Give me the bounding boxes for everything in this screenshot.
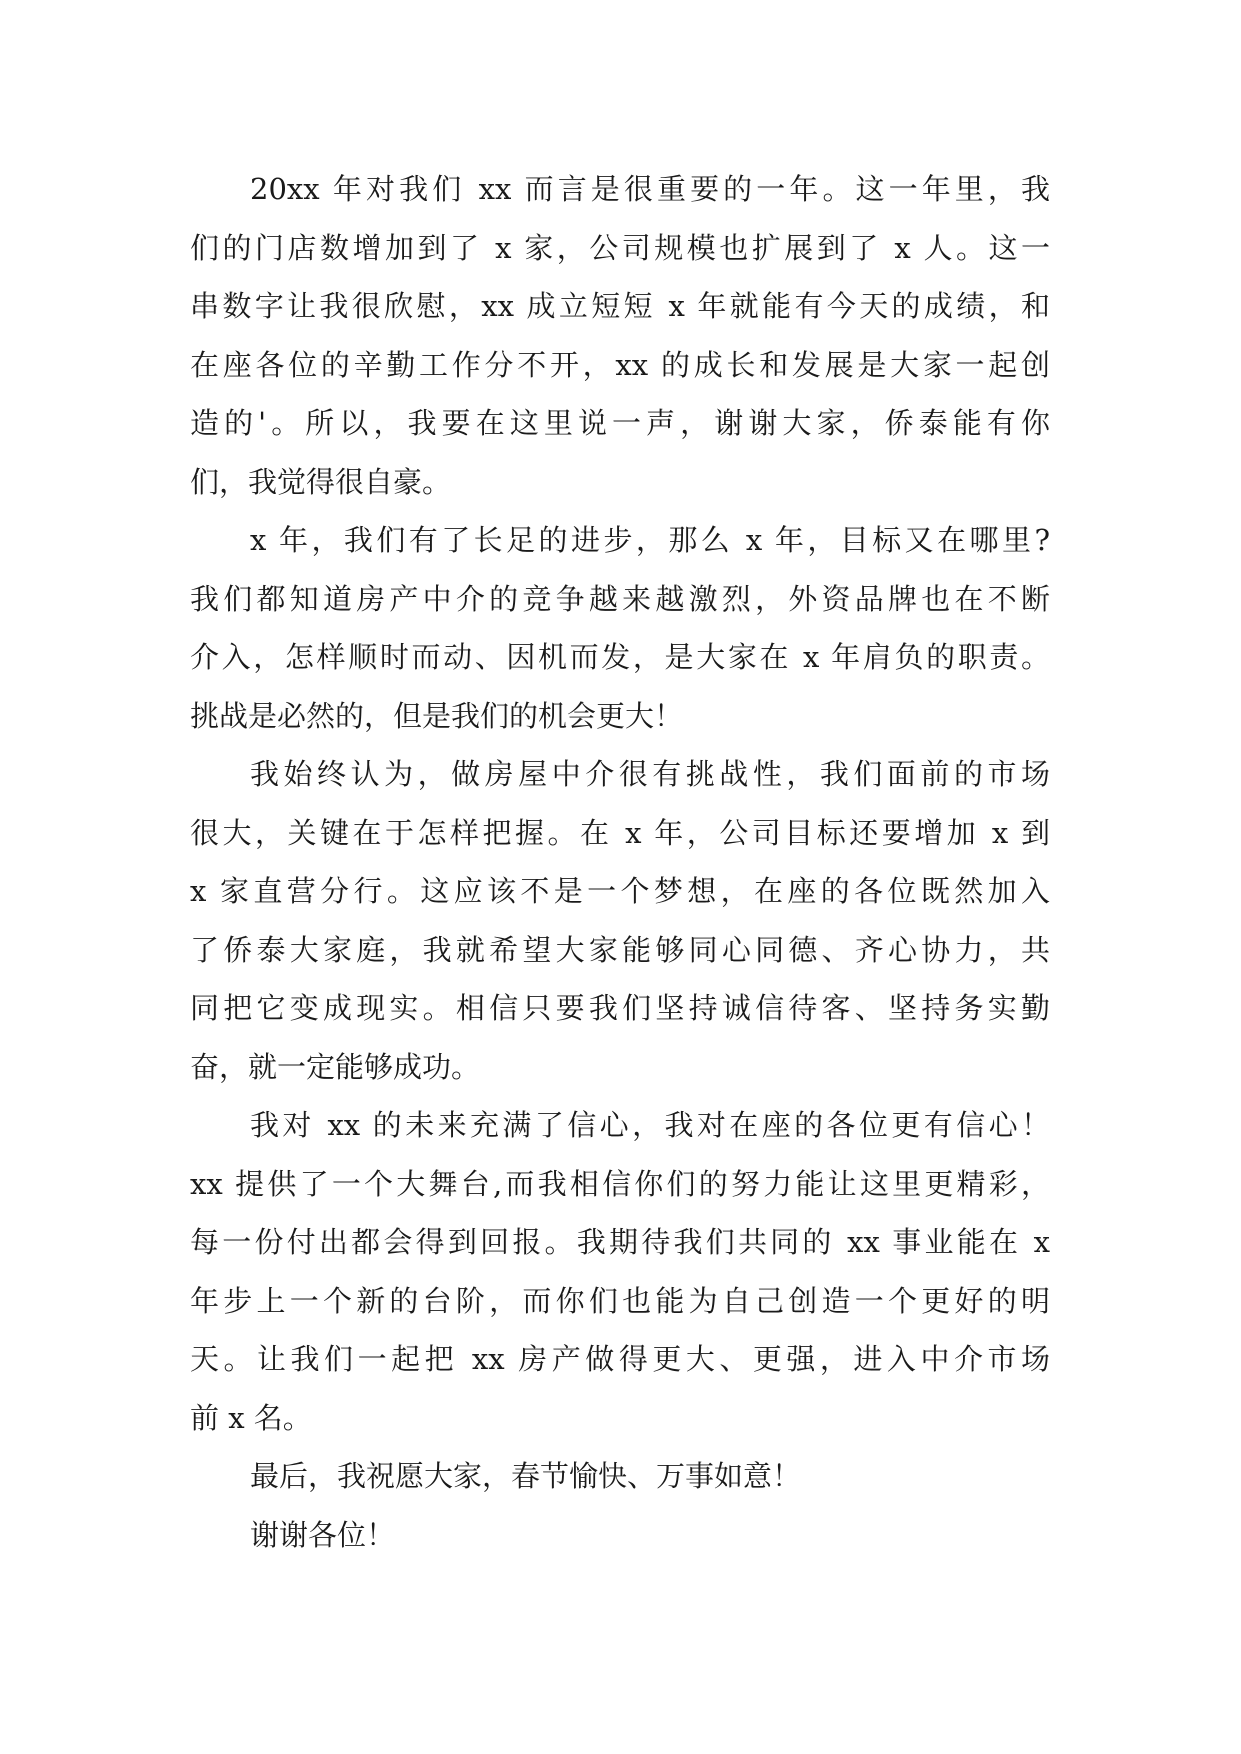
paragraph-wishes	[190, 1447, 1050, 1506]
paragraph-line: 每一份付出都会得到回报。我期待我们共同的 xx 事业能在 x	[190, 1225, 1050, 1259]
paragraph-line: 谢谢各位！	[250, 1517, 396, 1552]
paragraph-line: 造的'。所以，我要在这里说一声，谢谢大家，侨泰能有你	[190, 406, 1050, 440]
paragraph-line: x 家直营分行。这应该不是一个梦想，在座的各位既然加入	[190, 874, 1050, 908]
paragraph-line: 年步上一个新的台阶，而你们也能为自己创造一个更好的明	[190, 1283, 1050, 1318]
paragraph-line: 们的门店数增加到了 x 家，公司规模也扩展到了 x 人。这一	[190, 230, 1050, 265]
paragraph-line: 我们都知道房产中介的竞争越来越激烈，外资品牌也在不断	[190, 581, 1050, 616]
paragraph-line: 我始终认为，做房屋中介很有挑战性，我们面前的市场	[250, 757, 1050, 791]
paragraph-line: 20xx 年对我们 xx 而言是很重要的一年。这一年里，我	[250, 172, 1050, 206]
paragraph-progress	[190, 511, 1050, 745]
paragraph-line: 很大，关键在于怎样把握。在 x 年，公司目标还要增加 x 到	[190, 815, 1050, 850]
paragraph-line: 奋，就一定能够成功。	[190, 1049, 481, 1084]
paragraph-line: x 年，我们有了长足的进步，那么 x 年，目标又在哪里?	[250, 523, 1050, 557]
paragraph-opening	[190, 160, 1050, 511]
paragraph-line: 串数字让我很欣慰，xx 成立短短 x 年就能有今天的成绩，和	[190, 289, 1050, 323]
paragraph-line: 同把它变成现实。相信只要我们坚持诚信待客、坚持务实勤	[190, 991, 1050, 1025]
paragraph-line: 在座各位的辛勤工作分不开，xx 的成长和发展是大家一起创	[190, 347, 1050, 382]
paragraph-line: 前 x 名。	[190, 1400, 312, 1435]
paragraph-line: 介入，怎样顺时而动、因机而发，是大家在 x 年肩负的职责。	[190, 640, 1050, 674]
paragraph-goals	[190, 745, 1050, 1096]
paragraph-confidence	[190, 1096, 1050, 1447]
paragraph-thanks	[190, 1506, 1050, 1565]
paragraph-line: 最后，我祝愿大家，春节愉快、万事如意！	[250, 1459, 802, 1493]
paragraph-line: 天。让我们一起把 xx 房产做得更大、更强，进入中介市场	[190, 1342, 1050, 1376]
document-body	[190, 160, 1050, 1564]
paragraph-line: xx 提供了一个大舞台,而我相信你们的努力能让这里更精彩，	[190, 1166, 1050, 1201]
paragraph-line: 了侨泰大家庭，我就希望大家能够同心同德、齐心协力，共	[190, 932, 1050, 967]
paragraph-line: 挑战是必然的，但是我们的机会更大！	[190, 698, 684, 733]
paragraph-line: 们，我觉得很自豪。	[190, 464, 452, 499]
paragraph-line: 我对 xx 的未来充满了信心，我对在座的各位更有信心！	[250, 1108, 1050, 1142]
